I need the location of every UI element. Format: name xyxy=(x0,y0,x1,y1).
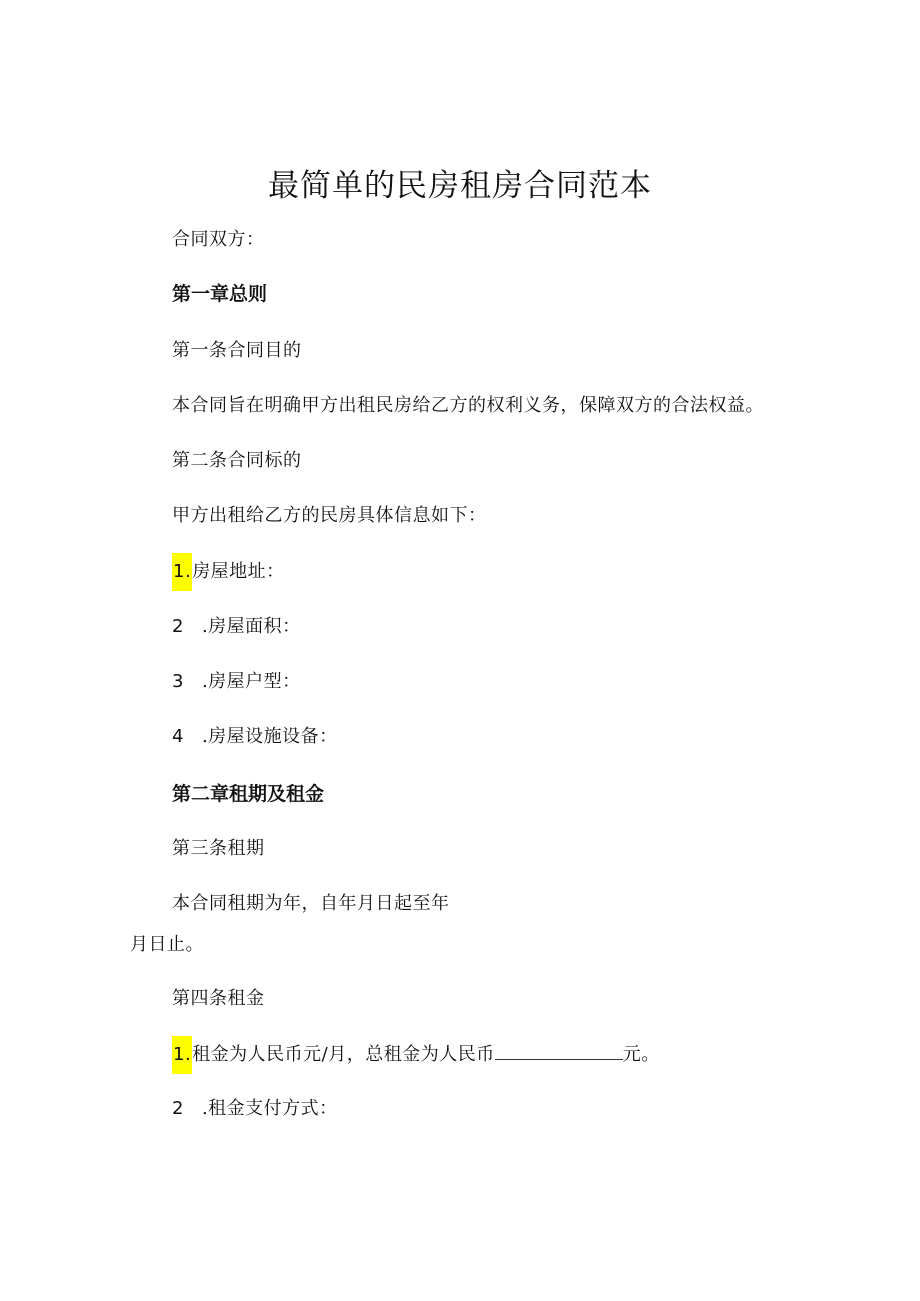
rent-1-text: 租金为人民币元/月，总租金为人民币 xyxy=(192,1044,495,1065)
article-2-intro: 甲方出租给乙方的民房具体信息如下： xyxy=(172,505,487,526)
item-2-text: .房屋面积： xyxy=(201,616,301,637)
highlight-marker: 1. xyxy=(172,1036,192,1074)
item-3-text: .房屋户型： xyxy=(201,671,301,692)
item-4-number: 4 xyxy=(172,726,184,747)
list-item xyxy=(172,669,301,695)
article-3-line-1: 本合同租期为年，自年月日起至年 xyxy=(172,893,450,914)
item-3-number: 3 xyxy=(172,671,184,692)
article-4-title: 第四条租金 xyxy=(172,988,265,1009)
article-1-title: 第一条合同目的 xyxy=(172,340,302,361)
highlight-marker: 1. xyxy=(172,553,192,591)
list-item xyxy=(172,559,285,591)
list-item xyxy=(172,1041,660,1074)
article-2-title: 第二条合同标的 xyxy=(172,450,302,471)
list-item xyxy=(172,614,301,640)
rent-1-suffix: 元。 xyxy=(622,1044,660,1065)
list-item xyxy=(172,1096,338,1122)
list-item xyxy=(172,724,338,750)
rent-2-text: .租金支付方式： xyxy=(201,1098,338,1119)
rent-2-number: 2 xyxy=(172,1098,184,1119)
article-1-text: 本合同旨在明确甲方出租民房给乙方的权利义务，保障双方的合法权益。 xyxy=(172,395,764,416)
fill-in-blank xyxy=(495,1041,623,1060)
chapter-2-heading: 第二章租期及租金 xyxy=(172,783,325,805)
document-title: 最简单的民房租房合同范本 xyxy=(268,168,652,204)
item-1-text: 房屋地址： xyxy=(192,561,285,582)
item-4-text: .房屋设施设备： xyxy=(201,726,338,747)
article-3-line-2: 月日止。 xyxy=(130,934,204,955)
article-3-title: 第三条租期 xyxy=(172,838,265,859)
item-2-number: 2 xyxy=(172,616,184,637)
chapter-1-heading: 第一章总则 xyxy=(172,283,268,305)
parties-label: 合同双方： xyxy=(172,229,265,250)
